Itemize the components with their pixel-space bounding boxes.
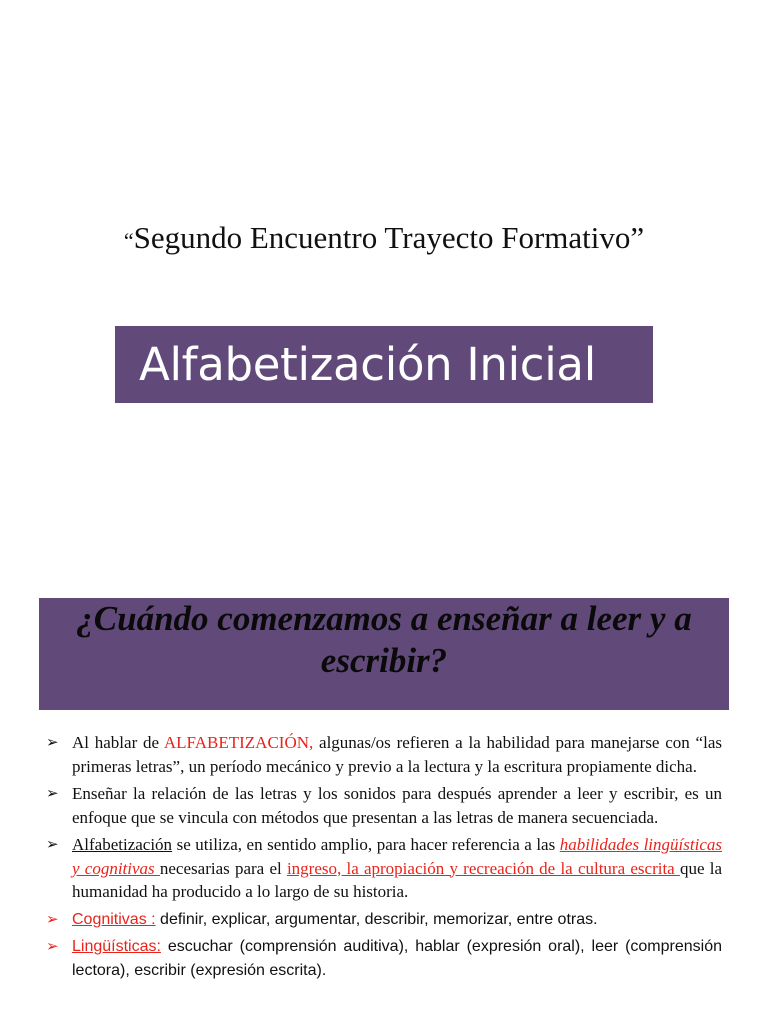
bullet-list (46, 731, 722, 986)
bullet-item-1 (46, 731, 722, 778)
slide-2 (0, 512, 768, 1024)
arrow-bullet-icon: ➢ (46, 733, 59, 751)
bullet-3-term: Alfabetización (72, 835, 173, 854)
bullet-4-label: Cognitivas : (72, 910, 156, 928)
bullet-4-text: definir, explicar, argumentar, describir, memorizar, entre otras. (155, 910, 598, 928)
slide-subtitle (0, 218, 768, 261)
bullet-item-4 (46, 908, 722, 932)
bullet-3-text-c: que la humanidad ha producido a lo largo de su historia. (72, 858, 723, 901)
arrow-bullet-icon: ➢ (46, 835, 59, 853)
question-heading: ¿Cuándo comenzamos a enseñar a leer y a escribir? (39, 598, 729, 710)
bullet-1-post: algunas/os refieren a la habilidad para manejarse con “las primeras letras”, un período mecánico y previo a la lectura y la escritura propiamente dicha. (72, 733, 722, 776)
subtitle-text: Segundo Encuentro Trayecto Formativo” (133, 220, 645, 255)
bullet-3-text-a: se utiliza, en sentido amplio, para hacer referencia a las (172, 835, 560, 854)
bullet-3-habilidades: habilidades lingüísticas y cognitivas (72, 835, 722, 878)
subtitle-open-quote: “ (123, 228, 134, 253)
bullet-2-text: Enseñar la relación de las letras y los sonidos para después aprender a leer y escribir, es un enfoque que se vincula con métodos que presentan a las letras de manera secuenciada. (72, 784, 722, 827)
arrow-bullet-icon: ➢ (46, 909, 59, 928)
bullet-5-label: Lingüísticas: (72, 938, 161, 955)
arrow-bullet-icon: ➢ (46, 937, 59, 955)
bullet-3-ingreso: ingreso, la apropiación y recreación de la cultura escrita (286, 858, 680, 878)
arrow-bullet-icon: ➢ (46, 784, 59, 802)
bullet-5-text: escuchar (comprensión auditiva), hablar (expresión oral), leer (comprensión lectora), escribir (expresión escrita). (72, 938, 722, 979)
bullet-item-3 (46, 833, 722, 904)
slide-title: Alfabetización Inicial (115, 326, 653, 403)
bullet-item-5 (46, 935, 722, 982)
bullet-3-text-b: necesarias para el (159, 858, 287, 878)
bullet-item-2 (46, 782, 722, 829)
bullet-1-pre: Al hablar de (72, 733, 164, 752)
bullet-1-highlight: ALFABETIZACIÓN, (163, 733, 314, 752)
